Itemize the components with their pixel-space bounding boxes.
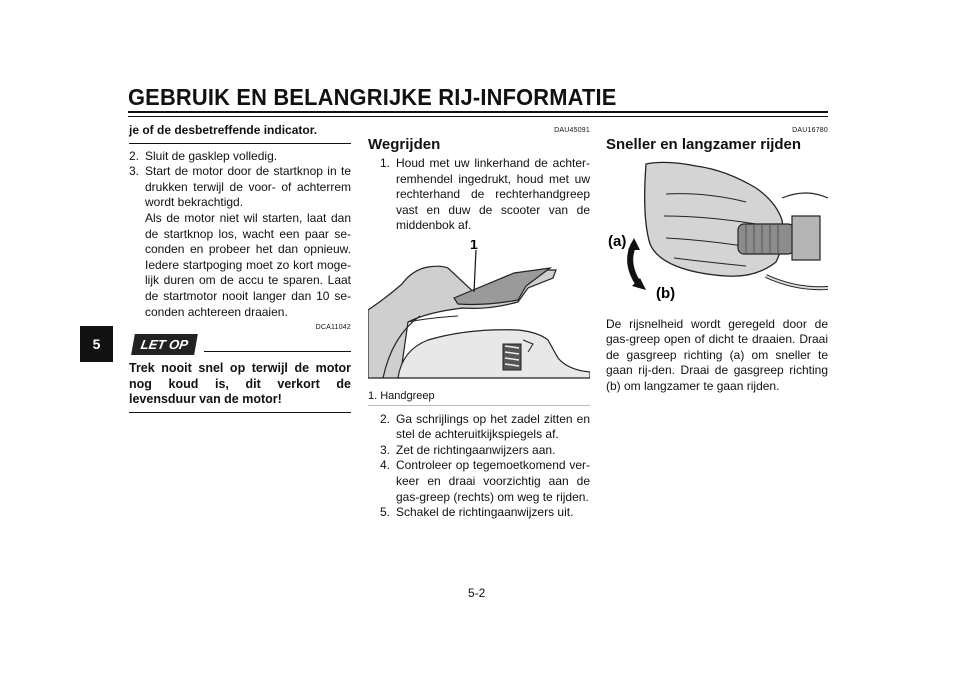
- caution-header-rule: [204, 351, 351, 352]
- heading-rule: [129, 143, 351, 144]
- ride-steps-2: [368, 412, 590, 521]
- page-number: 5-2: [468, 586, 486, 600]
- start-steps: [129, 149, 351, 211]
- header-rule-thin: [128, 116, 828, 117]
- figure-throttle: [606, 158, 828, 313]
- continued-heading: je of de desbetreffende indicator.: [129, 123, 318, 137]
- section-heading-wegrijden: Wegrijden: [368, 136, 441, 153]
- column-middle: [368, 123, 590, 521]
- column-left: [129, 123, 351, 413]
- list-item: 2. Sluit de gasklep volledig.: [129, 148, 278, 163]
- figure-handgrip: [368, 240, 590, 385]
- column-right: [606, 123, 828, 395]
- caution-text: Trek nooit snel op terwijl de motor nog koud is, dit verkort de levensduur van de motor!: [129, 360, 351, 407]
- header-rule-thick: [128, 111, 828, 113]
- list-item: 1. Houd met uw linkerhand de achter-remhendel ingedrukt, houd met uw rechterhand de rechterhandgreep vast en duw de scooter van de middenbok af.: [380, 156, 590, 233]
- throttle-grip-illustration: [606, 158, 828, 308]
- figure-caption: 1. Handgreep: [368, 389, 435, 402]
- caution-code: DCA11042: [315, 324, 351, 332]
- caption-rule: [368, 405, 590, 406]
- caution-bottom-rule: [129, 412, 351, 413]
- throttle-description: De rijsnelheid wordt geregeld door de gas-greep open of dicht te draaien. Draai de gasgreep richting (a) om sneller te gaan rij-den. Draai de gasgreep richting (b) om langzamer te gaan rijden.: [606, 316, 828, 393]
- caution-header: [129, 334, 351, 355]
- list-item: 2. Ga schrijlings op het zadel zitten en stel de achteruitkijkspiegels af.: [380, 411, 590, 442]
- page-header-title: GEBRUIK EN BELANGRIJKE RIJ-INFORMATIE: [128, 84, 617, 110]
- caution-label: LET OP: [131, 334, 198, 355]
- list-item: 4. Controleer op tegemoetkomend ver-keer en draai voorzichtig aan de gas-greep (rechts) om weg te rijden.: [380, 458, 590, 504]
- label-b: (b): [656, 285, 676, 302]
- list-item: 5. Schakel de richtingaanwijzers uit.: [380, 505, 574, 520]
- section-code: DAU45091: [554, 127, 590, 134]
- section-heading-speed: Sneller en langzamer rijden: [606, 136, 802, 153]
- step3-note: Als de motor niet wil starten, laat dan de startknop los, wacht een paar se-conden en probeer het dan opnieuw. Iedere startpoging moet zo kort moge-lijk duren om de accu te sparen. Laat de startmotor nooit langer dan 10 se-conden achtereen draaien.: [145, 210, 351, 319]
- callout-1: 1: [470, 239, 478, 252]
- list-item: 3. Start de motor door de startknop in te drukken terwijl de voor- of achterrem wordt bekrachtigd.: [129, 164, 351, 210]
- chapter-tab: 5: [80, 326, 113, 362]
- label-a: (a): [608, 233, 627, 250]
- section-code: DAU16780: [792, 127, 828, 134]
- ride-steps-1: [368, 156, 590, 234]
- scooter-rear-illustration: [368, 240, 590, 380]
- list-item: 3. Zet de richtingaanwijzers aan.: [380, 442, 556, 457]
